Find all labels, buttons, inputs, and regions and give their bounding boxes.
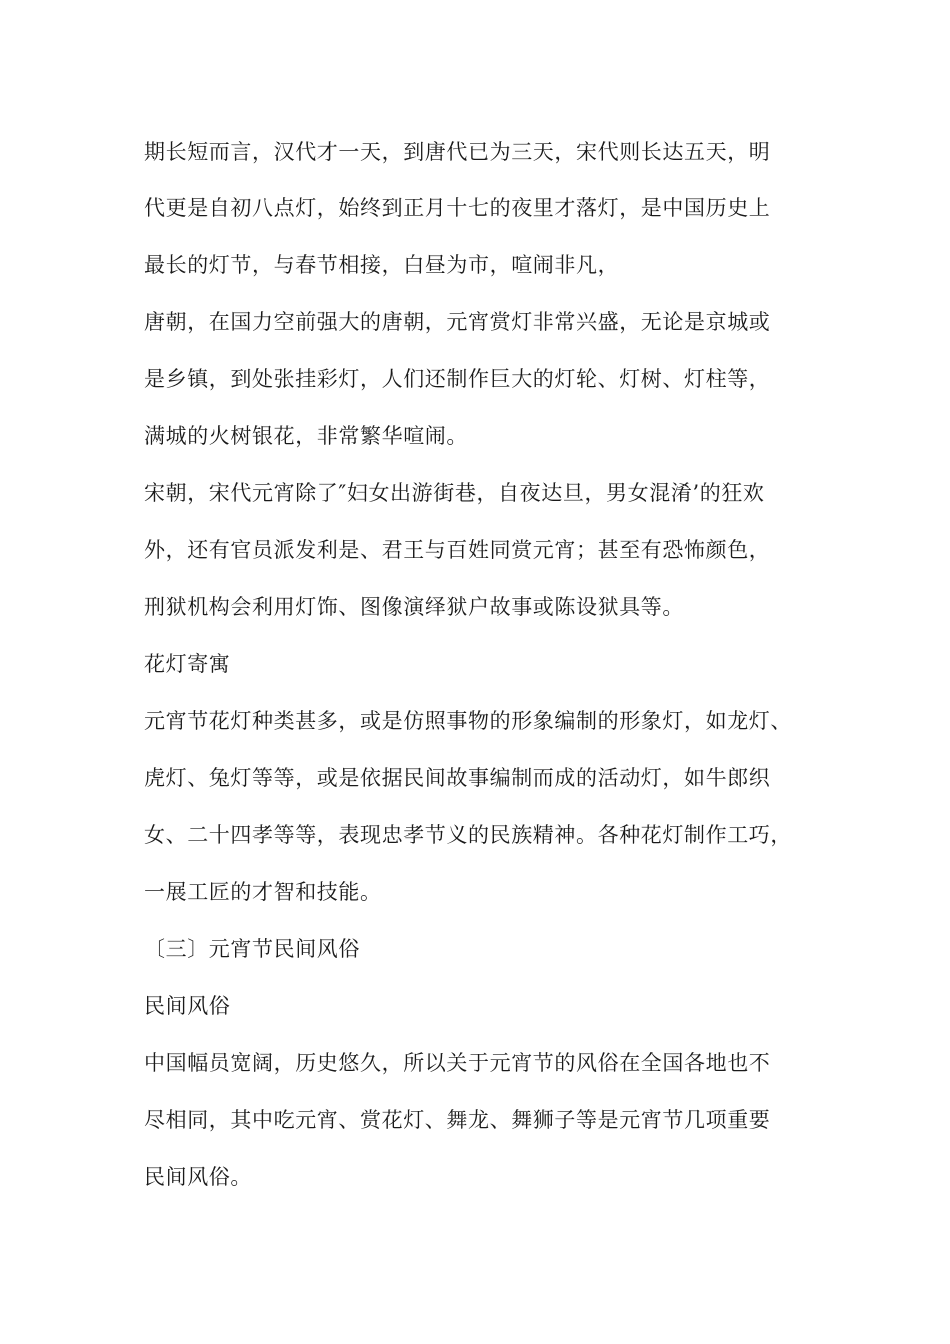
text-line: 元宵节花灯种类甚多，或是仿照事物的形象编制的形象灯，如龙灯、: [144, 709, 792, 733]
text-line: 是乡镇，到处张挂彩灯，人们还制作巨大的灯轮、灯树、灯柱等，: [144, 367, 771, 391]
text-line: 代更是自初八点灯，始终到正月十七的夜里才落灯，是中国历史上: [144, 196, 771, 220]
text-line: 期长短而言，汉代才一天，到唐代已为三天，宋代则长达五天，明: [144, 140, 771, 164]
section-heading: 〔三〕元宵节民间风俗: [144, 937, 360, 961]
section-heading: 民间风俗: [144, 994, 231, 1018]
text-line: 宋朝，宋代元宵除了″妇女出游街巷，自夜达旦，男女混淆’的狂欢: [144, 481, 765, 505]
text-line: 一展工匠的才智和技能。: [144, 880, 382, 904]
text-line: 民间风俗。: [144, 1165, 252, 1189]
text-line: 尽相同，其中吃元宵、赏花灯、舞龙、舞狮子等是元宵节几项重要: [144, 1108, 771, 1132]
text-line: 女、二十四孝等等，表现忠孝节义的民族精神。各种花灯制作工巧，: [144, 823, 792, 847]
text-line: 刑狱机构会利用灯饰、图像演绎狱户故事或陈设狱具等。: [144, 595, 684, 619]
text-line: 中国幅员宽阔，历史悠久，所以关于元宵节的风俗在全国各地也不: [144, 1051, 771, 1075]
text-line: 满城的火树银花，非常繁华喧闹。: [144, 424, 468, 448]
text-line: 最长的灯节，与春节相接，白昼为市，喧闹非凡，: [144, 253, 620, 277]
text-line: 虎灯、兔灯等等，或是依据民间故事编制而成的活动灯，如牛郎织: [144, 766, 771, 790]
section-heading: 花灯寄寓: [144, 652, 231, 676]
text-line: 外，还有官员派发利是、君王与百姓同赏元宵；甚至有恐怖颜色，: [144, 538, 771, 562]
text-line: 唐朝，在国力空前强大的唐朝，元宵赏灯非常兴盛，无论是京城或: [144, 310, 771, 334]
